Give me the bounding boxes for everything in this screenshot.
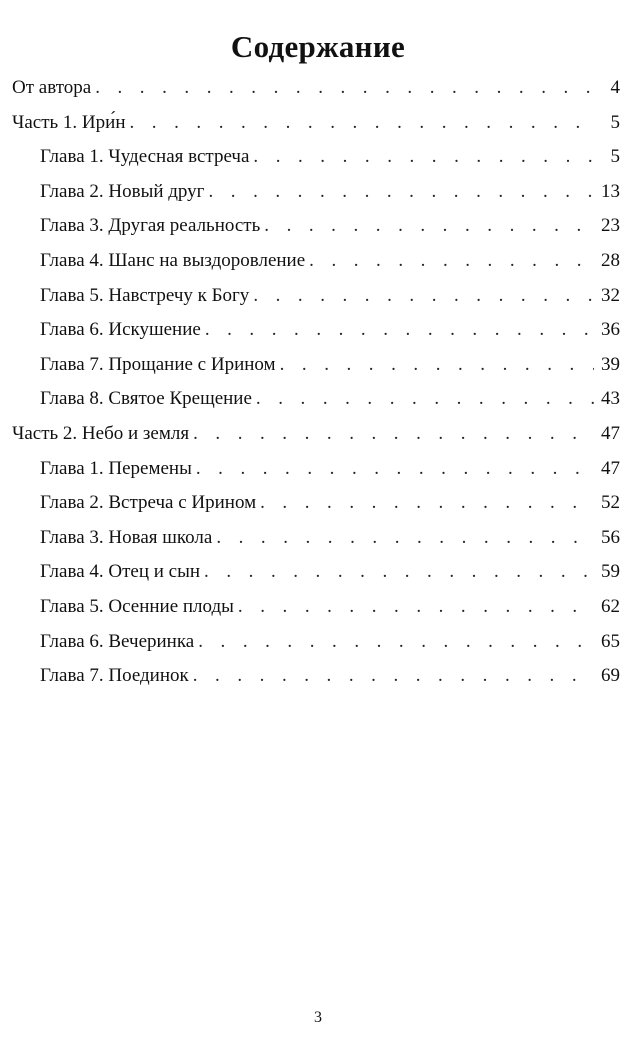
dot-leader — [309, 244, 594, 279]
dot-leader — [193, 417, 594, 452]
toc-entry-label: Глава 2. Встреча с Ирином — [40, 492, 257, 514]
toc-entry-part-2-chapter-1[interactable] — [12, 452, 620, 487]
toc-entry-page: 56 — [601, 526, 620, 548]
page-title: Содержание — [230, 28, 406, 64]
dot-leader — [253, 279, 594, 314]
toc-entry-label: Глава 3. Другая реальность — [40, 215, 261, 237]
toc-entry-page: 36 — [601, 319, 620, 341]
toc-entry-page: 62 — [601, 595, 620, 617]
dot-leader — [280, 348, 594, 383]
toc-entry-page: 32 — [601, 284, 620, 306]
toc-entry-label: Глава 7. Прощание с Ирином — [40, 353, 276, 375]
toc-entry-label: Глава 7. Поединок — [40, 665, 189, 687]
toc-entry-page: 28 — [601, 249, 620, 271]
toc-entry-page: 43 — [601, 388, 620, 410]
toc-entry-label: Глава 2. Новый друг — [40, 180, 205, 202]
dot-leader — [253, 140, 594, 175]
dot-leader — [216, 521, 594, 556]
dot-leader — [238, 590, 594, 625]
toc-entry-part-2-chapter-6[interactable] — [12, 625, 620, 660]
dot-leader — [264, 209, 594, 244]
dot-leader — [256, 382, 594, 417]
toc-entry-label: Часть 1. Ири́н — [12, 111, 126, 133]
toc-entry-label: Глава 5. Навстречу к Богу — [40, 284, 250, 306]
page-number: 3 — [314, 1009, 322, 1026]
toc-entry-part-1-chapter-3[interactable] — [12, 209, 620, 244]
toc-entry-page: 69 — [601, 665, 620, 687]
toc-entry-page: 4 — [610, 77, 620, 98]
toc-entry-part-1-chapter-8[interactable] — [12, 382, 620, 417]
toc-entry-part-1-chapter-4[interactable] — [12, 244, 620, 279]
toc-entry-page: 23 — [601, 215, 620, 237]
toc-entry-page: 5 — [610, 111, 620, 133]
toc-entry-page: 47 — [601, 422, 620, 444]
dot-leader — [204, 555, 594, 590]
table-of-contents — [12, 71, 620, 694]
dot-leader — [130, 106, 595, 141]
toc-entry-page: 52 — [601, 492, 620, 514]
toc-entry-label: Часть 2. Небо и земля — [12, 422, 190, 444]
toc-entry-part-1-chapter-2[interactable] — [12, 175, 620, 210]
toc-entry-label: Глава 6. Вечеринка — [40, 630, 195, 652]
toc-entry-part-1-chapter-6[interactable] — [12, 313, 620, 348]
toc-entry-label: Глава 8. Святое Крещение — [40, 388, 252, 410]
toc-entry-part-2-chapter-7[interactable] — [12, 659, 620, 694]
toc-entry-label: Глава 4. Отец и сын — [40, 561, 201, 583]
toc-entry-page: 59 — [601, 561, 620, 583]
toc-entry-part-2-chapter-5[interactable] — [12, 590, 620, 625]
toc-entry-part-2-chapter-2[interactable] — [12, 486, 620, 521]
toc-entry-part-2[interactable] — [12, 417, 620, 452]
toc-entry-label: От автора — [12, 77, 92, 98]
toc-entry-label: Глава 1. Перемены — [40, 457, 192, 479]
toc-entry-foreword[interactable] — [12, 71, 620, 106]
toc-entry-label: Глава 6. Искушение — [40, 319, 201, 341]
toc-entry-label: Глава 5. Осенние плоды — [40, 595, 234, 617]
dot-leader — [205, 313, 594, 348]
dot-leader — [95, 71, 594, 106]
toc-entry-page: 65 — [601, 630, 620, 652]
toc-entry-part-2-chapter-3[interactable] — [12, 521, 620, 556]
dot-leader — [198, 625, 594, 660]
toc-entry-page: 47 — [601, 457, 620, 479]
toc-entry-label: Глава 4. Шанс на выздоровление — [40, 249, 306, 271]
toc-entry-page: 5 — [610, 146, 620, 168]
toc-entry-part-1-chapter-1[interactable] — [12, 140, 620, 175]
dot-leader — [208, 175, 594, 210]
toc-entry-part-1-chapter-7[interactable] — [12, 348, 620, 383]
toc-entry-part-2-chapter-4[interactable] — [12, 555, 620, 590]
toc-entry-page: 13 — [601, 180, 620, 202]
toc-entry-part-1-chapter-5[interactable] — [12, 279, 620, 314]
toc-entry-label: Глава 1. Чудесная встреча — [40, 146, 250, 168]
toc-entry-label: Глава 3. Новая школа — [40, 526, 213, 548]
dot-leader — [196, 452, 594, 487]
toc-entry-page: 39 — [601, 353, 620, 375]
dot-leader — [193, 659, 594, 694]
toc-entry-part-1[interactable] — [12, 106, 620, 141]
dot-leader — [260, 486, 594, 521]
